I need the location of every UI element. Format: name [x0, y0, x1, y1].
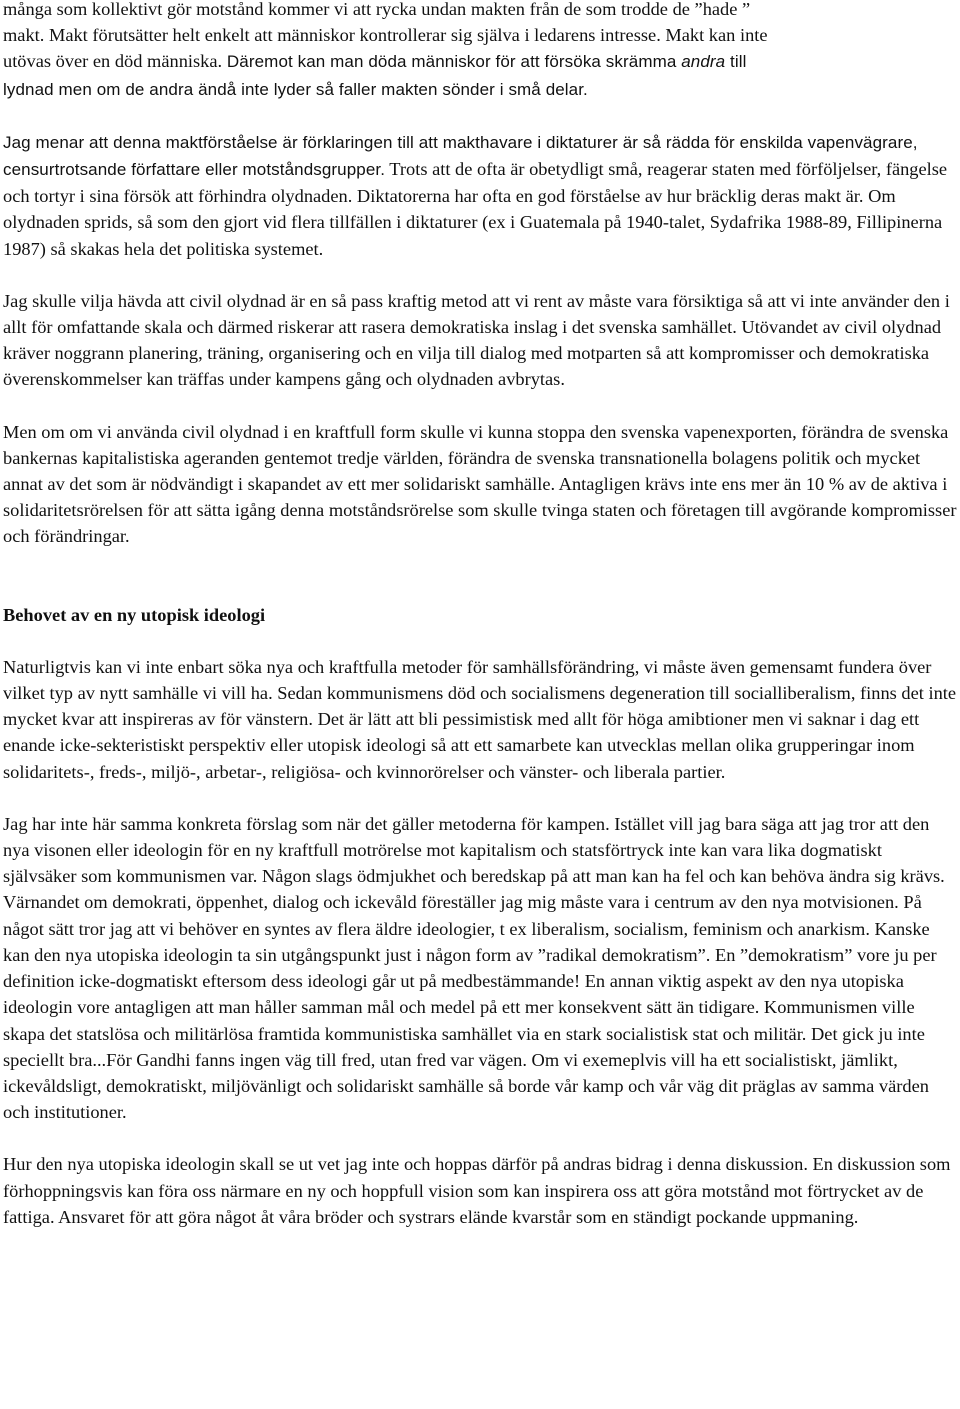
paragraph-civil-disobedience: Jag skulle vilja hävda att civil olydnad är en så pass kraftig metod att vi rent av måste vara försiktiga så att vi inte använder den i allt för omfattande skala och därmed riskerar att rasera demokratiska inslag i det svenska samhället. Utövandet av civil olydnad kräver noggrann planering, träning, organisering och en vilja till dialog med motparten så att kompromisser och demokratiska överenskommelser kan träffas under kampens gång och olydnaden avbrytas. — [3, 290, 950, 390]
paragraph-gap — [3, 262, 957, 288]
paragraph-gap — [3, 785, 957, 811]
emphasized-word: andra — [681, 52, 726, 72]
paragraph-sans-text: Jag menar att denna maktförståelse är förklaringen till att makthavare i diktaturer är så rädda för enskilda vapenvägrare, censurtrotsande författare eller motståndsgrupper. — [3, 132, 918, 180]
paragraph-gap — [3, 1125, 957, 1151]
section-heading: Behovet av en ny utopisk ideologi — [3, 604, 266, 625]
paragraph-line: utövas över en död människa. — [3, 51, 223, 72]
paragraph-dictatorship — [3, 129, 957, 262]
paragraph-gap — [3, 628, 957, 654]
paragraph-serif-text: Trots att de ofta är obetydligt små, reagerar staten med förföljelser, fängelse och tortyr i sina försök att förhindra olydnaden. Diktatorerna har ofta en god förståelse av hur bräcklig deras makt är. Om olydnaden sprids, så som den gjort vid flera tillfällen i diktaturer (ex i Guatemala på 1940-talet, Sydafrika 1988-89, Fillipinerna 1987) så skakas hela det politiska systemet. — [3, 159, 948, 259]
paragraph-line: makt. Makt förutsätter helt enkelt att människor kontrollerar sig själva i ledarens intresse. Makt kan inte — [3, 25, 768, 46]
paragraph-gap — [3, 103, 957, 129]
section-gap — [3, 550, 957, 602]
paragraph-arms-export: Men om om vi använda civil olydnad i en kraftfull form skulle vi kunna stoppa den svenska vapenexporten, förändra de svenska bankernas kapitalistiska ageranden gentemot tredje världen, förändra de svenska transnationella bolagens politik och mycket annat av det som är nödvändigt i skapandet av ett mer solidariskt samhälle. Antagligen krävs inte ens mer än 10 % av de aktiva i solidaritetsrörelsen för att sätta igång denna motståndsrörelse som skulle tvinga staten och företagen till avgörande kompromisser och förändringar. — [3, 421, 957, 547]
paragraph-closing: Hur den nya utopiska ideologin skall se ut vet jag inte och hoppas därför på andras bidrag i denna diskussion. En diskussion som förhoppningsvis kan föra oss närmare en ny och hoppfull vision som kan inspirera oss att göra motstånd mot förtrycket av de fattiga. Ansvaret för att göra något åt våra bröder och systrars elände kvarstår som en ständigt pockande uppmaning. — [3, 1154, 951, 1227]
paragraph-continuation — [3, 0, 957, 103]
paragraph-gap — [3, 393, 957, 419]
paragraph-sans-text: till — [725, 52, 747, 72]
paragraph-sans-text: Däremot kan man döda människor för att försöka skrämma — [222, 52, 682, 72]
document-page — [3, 0, 957, 1230]
paragraph-new-society: Naturligtvis kan vi inte enbart söka nya och kraftfulla metoder för samhällsförändring, vi måste även gemensamt fundera över vilket typ av nytt samhälle vi vill ha. Sedan kommunismens död och socialismens degeneration till socialliberalism, finns det inte mycket kvar att inspireras av för vänstern. Det är lätt att bli pessimistisk med allt för höga amibtioner men vi saknar i dag ett enande icke-sekteristiskt perspektiv eller utopisk ideologi så att ett samarbete kan utvecklas mellan olika grupperingar inom solidaritets-, freds-, miljö-, arbetar-, religiösa- och kvinnorörelser och vänster- och liberala partier. — [3, 656, 957, 782]
paragraph-sans-text: lydnad men om de andra ändå inte lyder så faller makten sönder i små delar. — [3, 79, 588, 99]
paragraph-new-ideology: Jag har inte här samma konkreta förslag som när det gäller metoderna för kampen. Istället vill jag bara säga att jag tror att den nya visonen eller ideologin för en ny kraftfull motrörelse mot kapitalism och statsförtryck inte kan vara lika dogmatiskt självsäker som kommunismen var. Någon slags ödmjukhet och beredskap på att man kan ha fel och kan behöva ändra sig krävs. Värnandet om demokrati, öppenhet, dialog och ickevåld föreställer jag mig måste vara i centrum av den nya motvisionen. På något sätt tror jag att vi behöver en syntes av flera äldre ideologier, t ex liberalism, socialism, feminism och anarkism. Kanske kan den nya utopiska ideologin ta sin utgångspunkt just i någon form av ”radikal demokratism”. En ”demokratism” vore ju per definition icke-dogmatiskt eftersom dess ideologi går ut på medbestämmande! En annan viktig aspekt av den nya utopiska ideologin vore antagligen att man håller samman mål och medel på ett mer konsekvent sätt än tidigare. Kommunismen ville skapa det statslösa och militärlösa framtida kommunistiska samhället via en stark socialistisk stat och militär. Det gick ju inte speciellt bra...För Gandhi fanns ingen väg till fred, utan fred var vägen. Om vi exemeplvis vill ha ett socialistiskt, jämlikt, ickevåldsligt, demokratiskt, miljövänligt och solidariskt samhälle så borde vår kamp och vår väg dit präglas av samma värden och institutioner. — [3, 813, 945, 1123]
paragraph-line: många som kollektivt gör motstånd kommer vi att rycka undan makten från de som trodde de ”hade ” — [3, 0, 751, 19]
